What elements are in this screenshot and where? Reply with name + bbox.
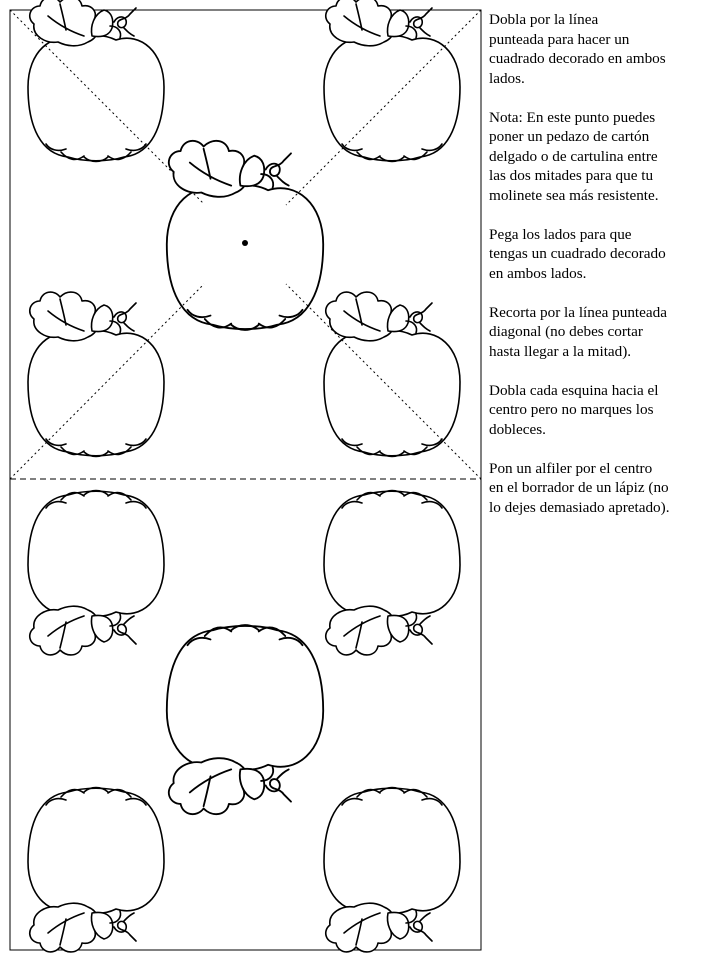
pumpkin-icon — [324, 491, 460, 655]
pumpkin-icon — [167, 141, 323, 330]
pumpkin-icon — [28, 292, 164, 456]
pumpkin-icon — [324, 0, 460, 162]
pin-dot — [242, 240, 248, 246]
pumpkin-icon — [28, 0, 164, 162]
instruction-fold-corners: Dobla cada esquina hacia el centro pero no marques los dobleces. — [489, 381, 659, 438]
instructions — [489, 10, 717, 537]
instruction-pin: Pon un alfiler por el centro en el borrador de un lápiz (no lo dejes demasiado apretado). — [489, 459, 670, 516]
pumpkin-icon — [28, 788, 164, 952]
instruction-fold: Dobla por la línea punteada para hacer un cuadrado decorado en ambos lados. — [489, 11, 666, 87]
instruction-glue: Pega los lados para que tengas un cuadrado decorado en ambos lados. — [489, 225, 666, 282]
pumpkin-icon — [28, 491, 164, 655]
pumpkin-icon — [167, 625, 323, 814]
instruction-cut: Recorta por la línea punteada diagonal (no debes cortar hasta llegar a la mitad). — [489, 303, 667, 360]
pumpkin-icon — [324, 292, 460, 456]
pumpkin-icon — [324, 788, 460, 952]
instruction-note: Nota: En este punto puedes poner un pedazo de cartón delgado o de cartulina entre las dos mitades para que tu molinete sea más resistente. — [489, 108, 659, 204]
